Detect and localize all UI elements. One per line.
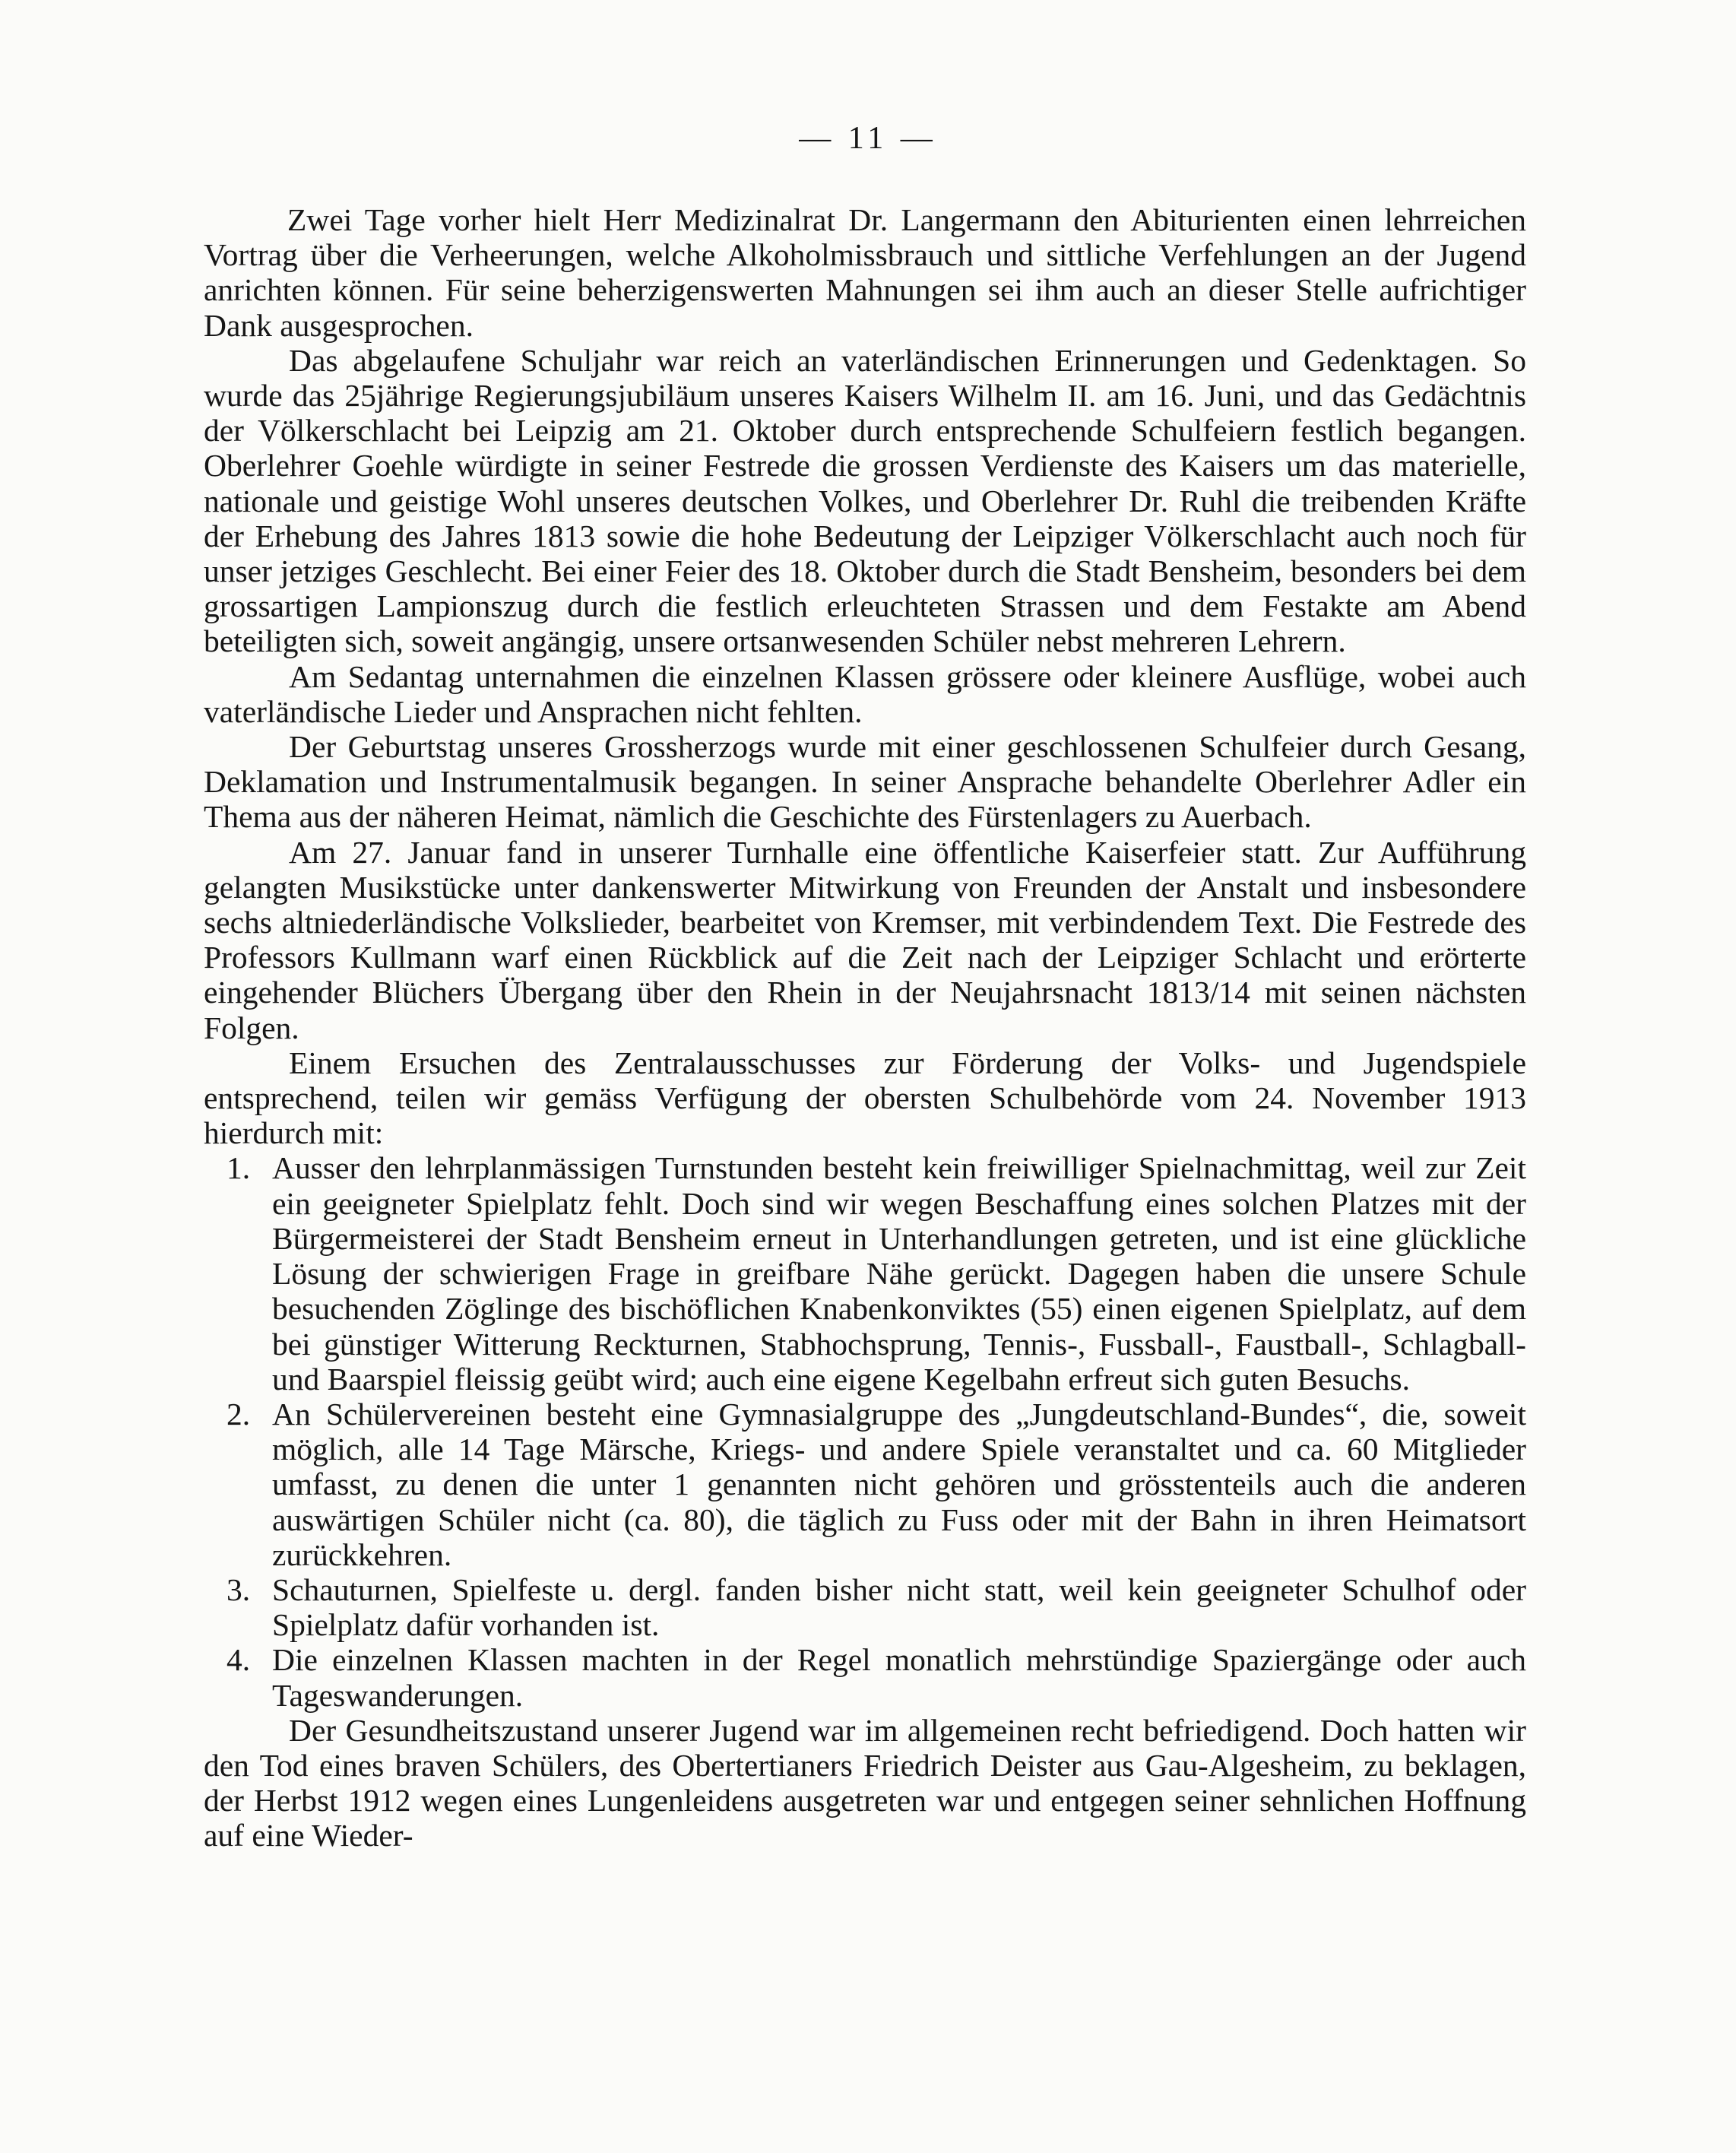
youth-games-list	[204, 1150, 1526, 1712]
list-item	[204, 1397, 1526, 1572]
list-item	[204, 1642, 1526, 1712]
list-item-text: Schauturnen, Spielfeste u. dergl. fanden bisher nicht statt, weil kein geeigneter Schulhof oder Spielplatz dafür vorhanden ist.	[272, 1571, 1526, 1643]
list-item-text: Die einzelnen Klassen machten in der Regel monatlich mehrstündige Spaziergänge oder auch Tageswanderungen.	[272, 1642, 1526, 1713]
paragraph-lecture: Zwei Tage vorher hielt Herr Medizinalrat Dr. Langermann den Abiturienten einen lehrreichen Vortrag über die Verheerungen, welche Alkoholmissbrauch und sittliche Verfehlungen an der Jugend anrichten können. Für seine beherzigenswerten Mahnungen sei ihm auch an dieser Stelle aufrichtiger Dank ausgesprochen.	[204, 202, 1526, 343]
body-text	[204, 202, 1526, 1853]
list-item	[204, 1572, 1526, 1642]
list-item-number: 2.	[227, 1396, 251, 1432]
paragraph-patriotic-days: Das abgelaufene Schuljahr war reich an vaterländischen Erinnerungen und Gedenktagen. So wurde das 25jährige Regierungsjubiläum unseres Kaisers Wilhelm II. am 16. Juni, und das Gedächtnis der Völkerschlacht bei Leipzig am 21. Oktober durch entsprechende Schulfeiern festlich begangen. Oberlehrer Goehle würdigte in seiner Festrede die grossen Verdienste des Kaisers um das materielle, nationale und geistige Wohl unseres deutschen Volkes, und Oberlehrer Dr. Ruhl die treibenden Kräfte der Erhebung des Jahres 1813 sowie die hohe Bedeutung der Leipziger Völkerschlacht auch noch für unser jetziges Geschlecht. Bei einer Feier des 18. Oktober durch die Stadt Bensheim, besonders bei dem grossartigen Lampionszug durch die festlich erleuchteten Strassen und dem Festakte am Abend beteiligten sich, soweit angängig, unsere ortsanwesenden Schüler nebst mehreren Lehrern.	[204, 342, 1526, 659]
page-number: — 11 —	[799, 121, 937, 156]
paragraph-youth-games: Einem Ersuchen des Zentralausschusses zur Förderung der Volks- und Jugendspiele entsprechend, teilen wir gemäss Verfügung der obersten Schulbehörde vom 24. November 1913 hierdurch mit:	[204, 1045, 1526, 1151]
paragraph-sedantag: Am Sedantag unternahmen die einzelnen Klassen grössere oder kleinere Ausflüge, wobei auch vaterländische Lieder und Ansprachen nicht fehlten.	[204, 658, 1526, 729]
list-item-number: 4.	[227, 1642, 251, 1678]
paragraph-health: Der Gesundheitszustand unserer Jugend war im allgemeinen recht befriedigend. Doch hatten wir den Tod eines braven Schülers, des Obertertianers Friedrich Deister aus Gau-Algesheim, zu beklagen, der Herbst 1912 wegen eines Lungenleidens ausgetreten war und entgegen seiner sehnlichen Hoffnung auf eine Wieder-	[204, 1712, 1526, 1853]
list-item	[204, 1150, 1526, 1396]
list-item-text: An Schülervereinen besteht eine Gymnasialgruppe des „Jungdeutschland-Bundes“, die, soweit möglich, alle 14 Tage Märsche, Kriegs- und andere Spiele veranstaltet und ca. 60 Mitglieder umfasst, zu denen die unter 1 genannten nicht gehören und grösstenteils auch die anderen auswärtigen Schüler nicht (ca. 80), die täglich zu Fuss oder mit der Bahn in ihren Heimatsort zurückkehren.	[272, 1396, 1526, 1572]
list-item-text: Ausser den lehrplanmässigen Turnstunden besteht kein freiwilliger Spielnachmittag, weil zur Zeit ein geeigneter Spielplatz fehlt. Doch sind wir wegen Beschaffung eines solchen Platzes mit der Bürgermeisterei der Stadt Bensheim erneut in Unterhandlungen getreten, und ist eine glückliche Lösung der schwierigen Frage in greifbare Nähe gerückt. Dagegen haben die unsere Schule besuchenden Zöglinge des bischöflichen Knabenkonviktes (55) einen eigenen Spielplatz, auf dem bei günstiger Witterung Reckturnen, Stabhochsprung, Tennis-, Fussball-, Faustball-, Schlagball- und Baarspiel fleissig geübt wird; auch eine eigene Kegelbahn erfreut sich guten Besuchs.	[272, 1150, 1526, 1397]
list-item-number: 3.	[227, 1571, 251, 1607]
paragraph-grand-duke-birthday: Der Geburtstag unseres Grossherzogs wurde mit einer geschlossenen Schulfeier durch Gesang, Deklamation und Instrumentalmusik begangen. In seiner Ansprache behandelte Oberlehrer Adler ein Thema aus der näheren Heimat, nämlich die Geschichte des Fürstenlagers zu Auerbach.	[204, 729, 1526, 835]
paragraph-kaiserfeier: Am 27. Januar fand in unserer Turnhalle eine öffentliche Kaiserfeier statt. Zur Aufführung gelangten Musikstücke unter dankenswerter Mitwirkung von Freunden der Anstalt und insbesondere sechs altniederländische Volkslieder, bearbeitet von Kremser, mit verbindendem Text. Die Festrede des Professors Kullmann warf einen Rückblick auf die Zeit nach der Leipziger Schlacht und erörterte eingehender Blüchers Übergang über den Rhein in der Neujahrsnacht 1813/14 mit seinen nächsten Folgen.	[204, 834, 1526, 1045]
list-item-number: 1.	[227, 1150, 251, 1186]
